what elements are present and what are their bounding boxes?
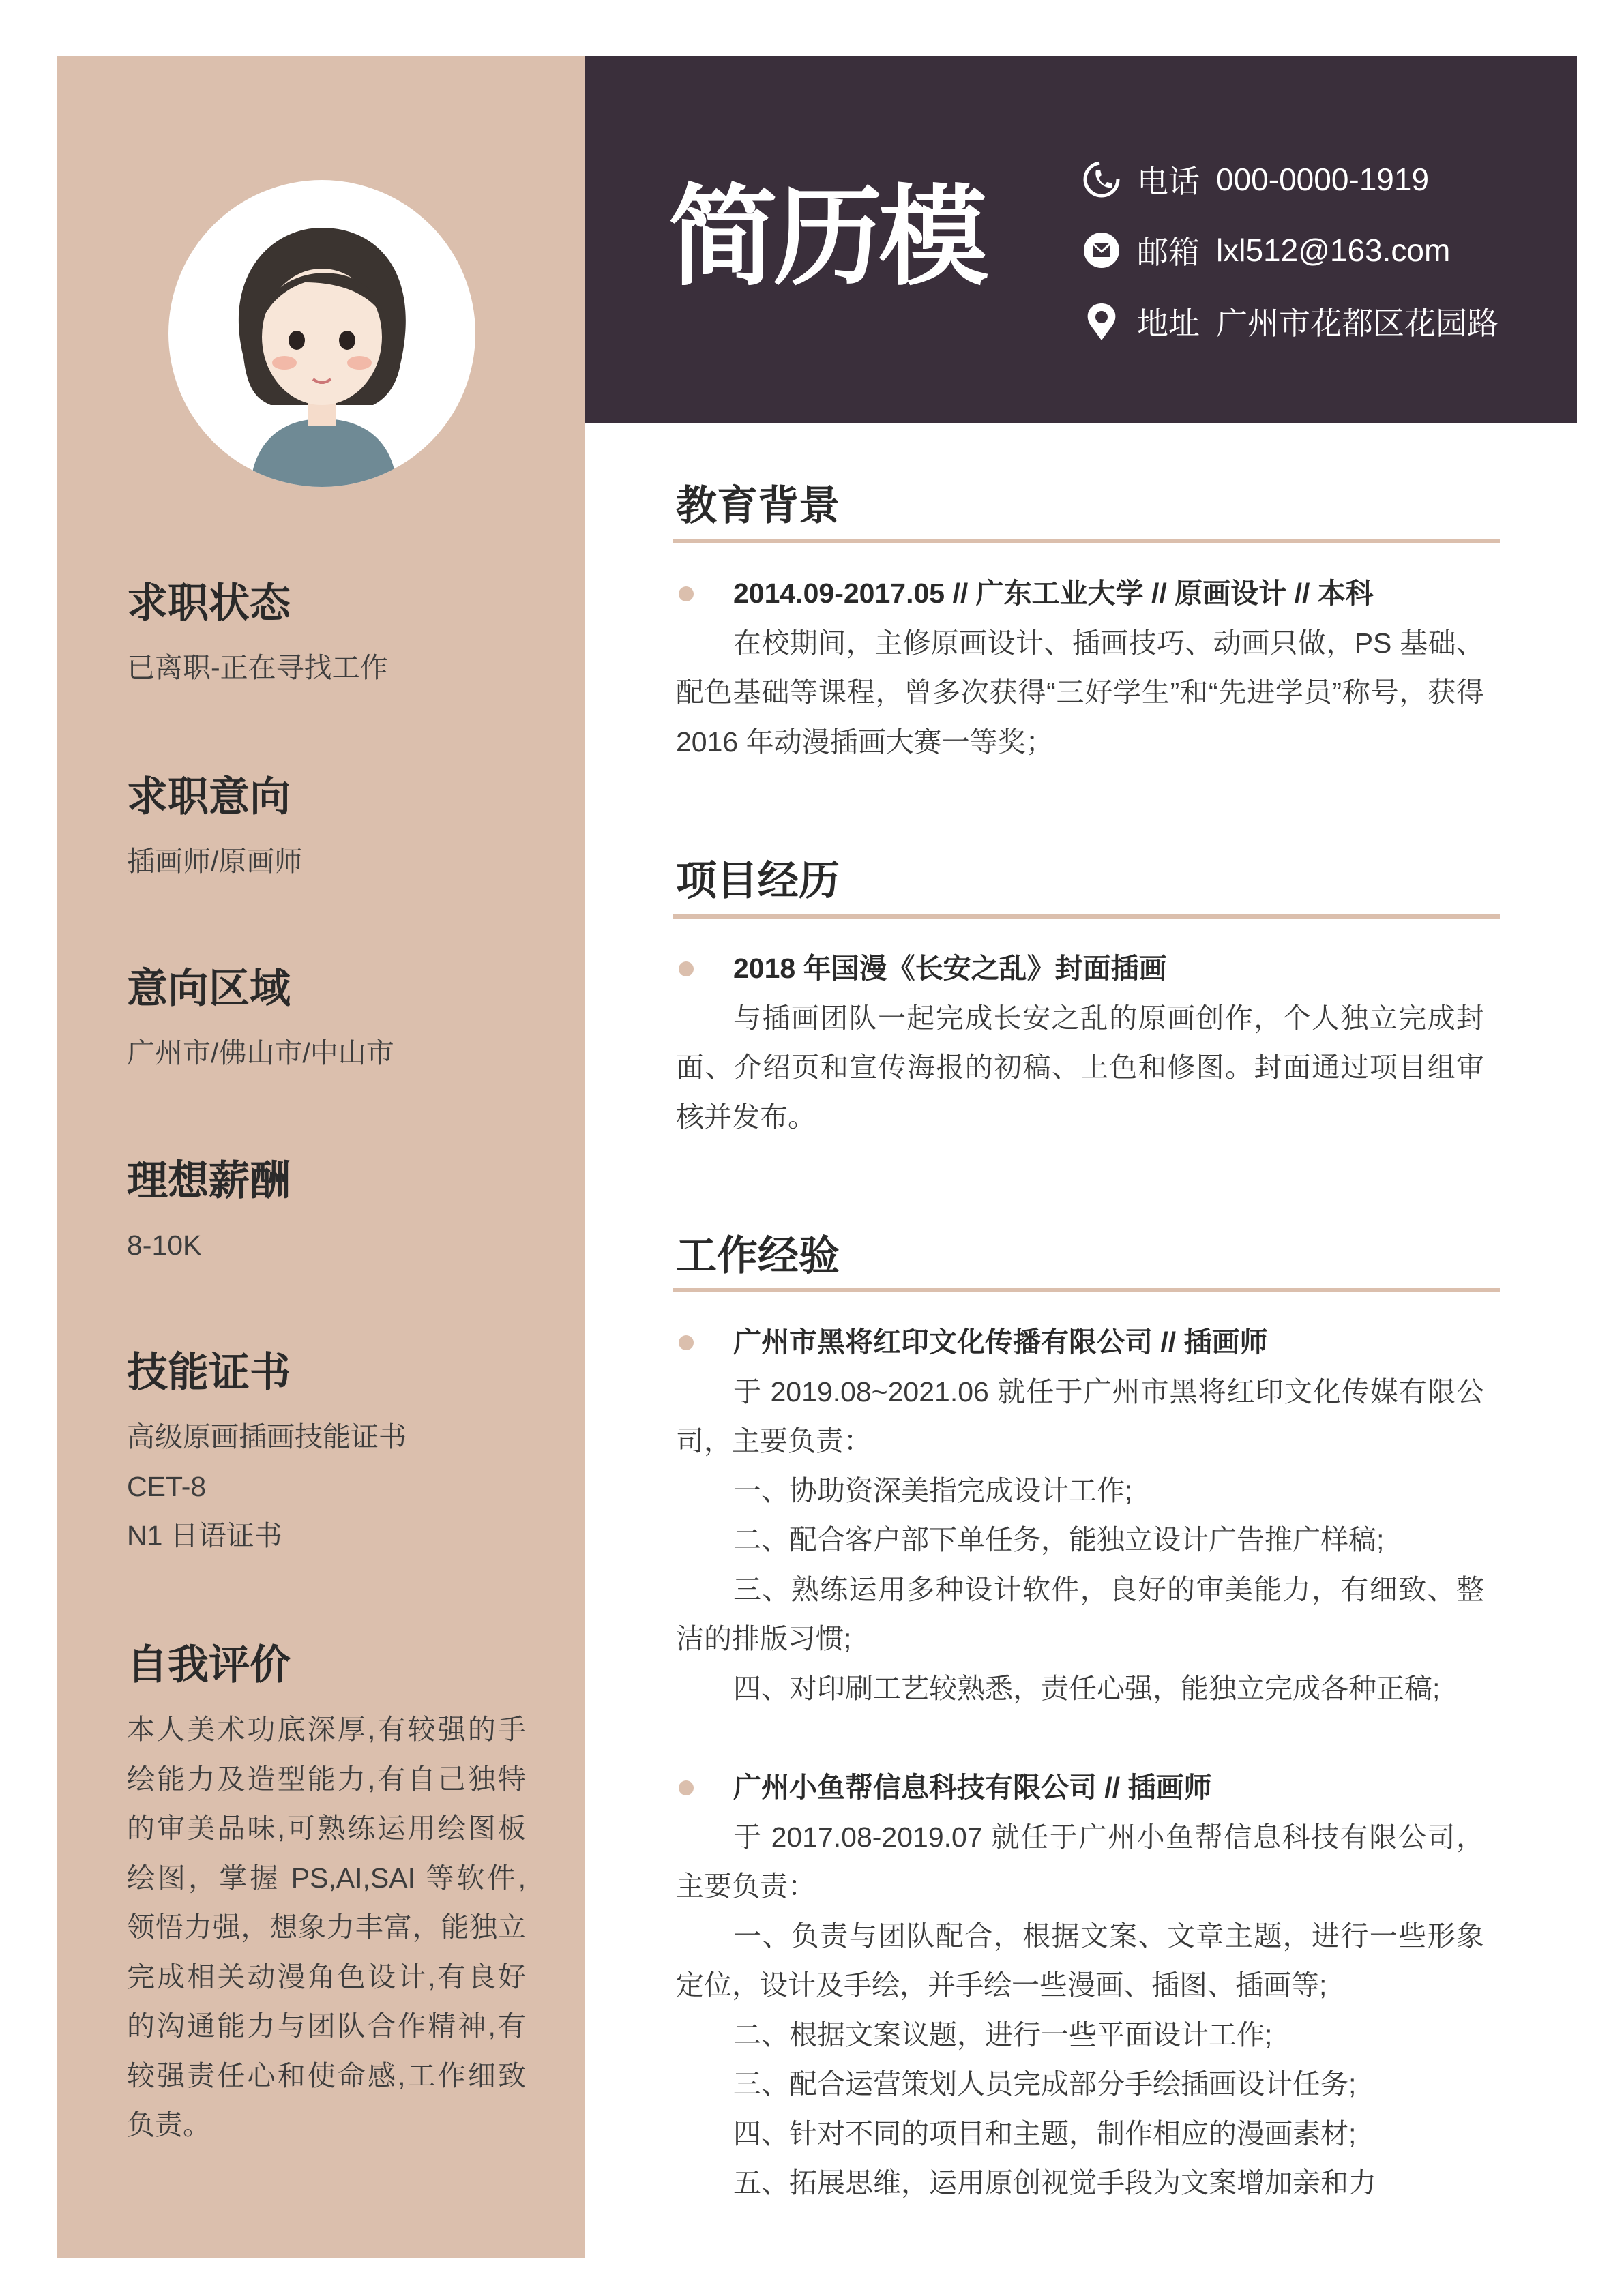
contact-email [1081, 226, 1450, 274]
location-pin-icon [1081, 301, 1122, 342]
sidebar-certificates [127, 1345, 536, 1561]
contact-label: 邮箱 [1137, 235, 1200, 270]
entry-text: 四、对印刷工艺较熟悉，责任心强，能独立完成各种正稿; [733, 1672, 1441, 1704]
entry-text: 三、熟练运用多种设计软件，良好的审美能力，有细致、整洁的排版习惯; [676, 1573, 1484, 1654]
section-divider [673, 539, 1500, 543]
section-text: 8-10K [127, 1229, 202, 1261]
section-heading: 工作经验 [676, 1233, 840, 1279]
entry-heading: 广州市黑将红印文化传播有限公司 // 插画师 [733, 1326, 1268, 1358]
bullet-dot [679, 586, 694, 601]
contact-address [1081, 297, 1498, 345]
avatar [168, 180, 475, 487]
education-section [676, 479, 1494, 533]
sidebar-self-evaluation [127, 1638, 526, 2150]
section-heading: 求职状态 [127, 580, 291, 626]
address-value: 广州市花都区花园路 [1216, 305, 1498, 341]
entry-text: 于 2017.08-2019.07 就任于广州小鱼帮信息科技有限公司，主要负责： [676, 1821, 1484, 1902]
section-heading: 理想薪酬 [127, 1158, 291, 1204]
section-text: 本人美术功底深厚,有较强的手绘能力及造型能力,有自己独特的审美品味,可熟练运用绘图板绘图，掌握 PS,AI,SAI 等软件,领悟力强，想象力丰富，能独立完成相关动漫角色设计,有良好的沟通能力与团队合作精神,有较强责任心和使命感,工作细致负责。 [127, 1714, 526, 2141]
email-value[interactable]: lxl512@163.com [1216, 233, 1451, 268]
entry-heading: 2014.09-2017.05 // 广东工业大学 // 原画设计 // 本科 [733, 578, 1374, 609]
bullet-dot [679, 1780, 694, 1795]
contact-label: 电话 [1137, 164, 1200, 199]
sidebar-region [127, 961, 536, 1078]
entry-heading: 广州小鱼帮信息科技有限公司 // 插画师 [733, 1772, 1212, 1803]
section-heading: 自我评价 [127, 1642, 291, 1688]
entry-text: 四、针对不同的项目和主题，制作相应的漫画素材; [733, 2117, 1357, 2149]
section-heading: 技能证书 [127, 1350, 291, 1395]
contact-phone [1081, 155, 1429, 203]
entry-text: 五、拓展思维，运用原创视觉手段为文案增加亲和力 [733, 2167, 1376, 2198]
section-heading: 项目经历 [676, 858, 840, 904]
education-entry [676, 569, 1484, 766]
sidebar-salary [127, 1154, 536, 1270]
section-divider [673, 914, 1500, 919]
section-text: CET-8 [127, 1470, 207, 1502]
entry-text: 于 2019.08~2021.06 就任于广州市黑将红印文化传媒有限公司，主要负责： [676, 1375, 1484, 1457]
section-heading: 求职意向 [127, 774, 291, 820]
phone-value[interactable]: 000-0000-1919 [1216, 162, 1430, 197]
entry-heading: 2018 年国漫《长安之乱》封面插画 [733, 953, 1167, 984]
avatar-illustration [168, 180, 475, 487]
work-entry [676, 1763, 1484, 2208]
entry-text: 与插画团队一起完成长安之乱的原画创作，个人独立完成封面、介绍页和宣传海报的初稿、上色和修图。封面通过项目组审核并发布。 [676, 1002, 1484, 1133]
sidebar-job-status [127, 576, 536, 693]
entry-text: 二、配合客户部下单任务，能独立设计广告推广样稿; [733, 1524, 1385, 1555]
resume-title: 简历模 [668, 176, 984, 298]
phone-icon [1081, 159, 1122, 200]
section-text: 已离职-正在寻找工作 [127, 652, 388, 683]
entry-text: 三、配合运营策划人员完成部分手绘插画设计任务; [733, 2068, 1357, 2100]
section-heading: 教育背景 [676, 483, 840, 528]
entry-text: 一、负责与团队配合，根据文案、文章主题，进行一些形象定位，设计及手绘，并手绘一些漫画、插图、插画等; [676, 1920, 1484, 2001]
work-entry [676, 1317, 1484, 1713]
entry-text: 二、根据文案议题，进行一些平面设计工作; [733, 2018, 1273, 2051]
bullet-dot [679, 961, 694, 976]
section-text: 插画师/原画师 [127, 846, 303, 877]
section-text: 高级原画插画技能证书 [127, 1421, 407, 1452]
sidebar-job-intention [127, 770, 536, 886]
bullet-dot [679, 1335, 694, 1350]
section-text: N1 日语证书 [127, 1520, 282, 1551]
project-entry [676, 944, 1484, 1142]
section-text: 广州市/佛山市/中山市 [127, 1037, 394, 1069]
entry-text: 一、协助资深美指完成设计工作; [733, 1474, 1133, 1506]
projects-section [676, 854, 1494, 908]
section-divider [673, 1288, 1500, 1292]
section-heading: 意向区域 [127, 966, 291, 1011]
entry-text: 在校期间，主修原画设计、插画技巧、动画只做，PS 基础、配色基础等课程，曾多次获得“三好学生”和“先进学员”称号，获得 2016 年动漫插画大赛一等奖； [676, 627, 1484, 758]
contact-label: 地址 [1137, 305, 1200, 341]
work-section [676, 1229, 1494, 1283]
mail-icon [1081, 230, 1122, 271]
